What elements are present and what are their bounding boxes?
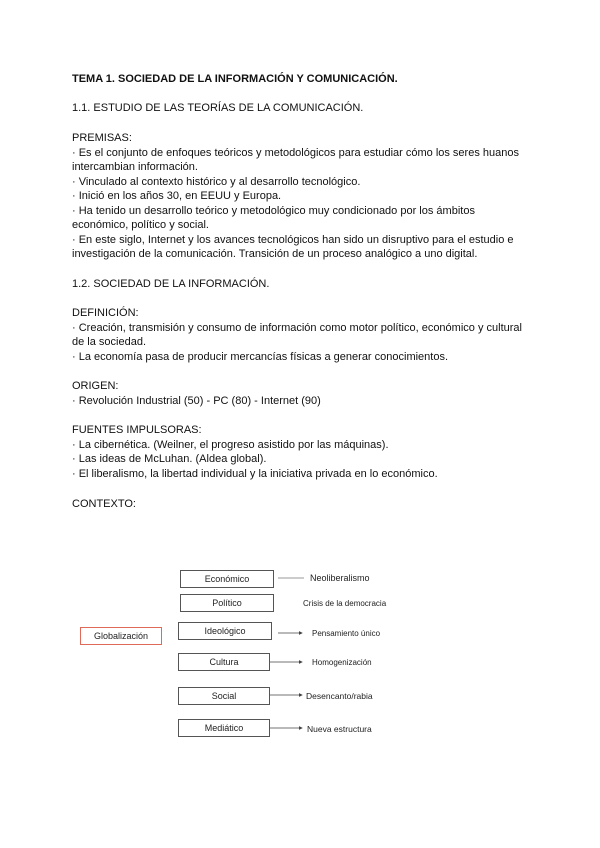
premisas-line: · En este siglo, Internet y los avances tecnológicos han sido un disruptivo para el estudio e — [72, 234, 514, 246]
diagram-box-social: Social — [178, 687, 270, 705]
section-heading-1-1: 1.1. ESTUDIO DE LAS TEORÍAS DE LA COMUNICACIÓN. — [72, 102, 364, 114]
origen-line: · Revolución Industrial (50) - PC (80) - Internet (90) — [72, 395, 321, 407]
fuentes-label: FUENTES IMPULSORAS: — [72, 424, 202, 436]
document-title: TEMA 1. SOCIEDAD DE LA INFORMACIÓN Y COMUNICACIÓN. — [72, 73, 398, 85]
diagram-result-label: Desencanto/rabia — [306, 691, 373, 701]
globalizacion-box: Globalización — [80, 627, 162, 645]
fuentes-line: · Las ideas de McLuhan. (Aldea global). — [72, 453, 267, 465]
diagram-box-mediatico: Mediático — [178, 719, 270, 737]
diagram-result-label: Pensamiento único — [312, 629, 381, 638]
diagram-result-label: Nueva estructura — [307, 724, 372, 734]
section-heading-1-2: 1.2. SOCIEDAD DE LA INFORMACIÓN. — [72, 278, 270, 290]
premisas-label: PREMISAS: — [72, 132, 132, 144]
diagram-box-cultura: Cultura — [178, 653, 270, 671]
diagram-result-label: Homogenización — [312, 658, 372, 667]
definicion-line: · Creación, transmisión y consumo de información como motor político, económico y cultural — [72, 322, 522, 334]
fuentes-line: · El liberalismo, la libertad individual y la iniciativa privada en lo económico. — [72, 468, 438, 480]
premisas-line: · Es el conjunto de enfoques teóricos y metodológicos para estudiar cómo los seres huanos — [72, 147, 519, 159]
diagram-box-politico: Político — [180, 594, 274, 612]
premisas-line: intercambian información. — [72, 161, 198, 173]
contexto-label: CONTEXTO: — [72, 498, 136, 510]
definicion-label: DEFINICIÓN: — [72, 307, 139, 319]
fuentes-line: · La cibernética. (Weilner, el progreso asistido por las máquinas). — [72, 439, 389, 451]
premisas-line: investigación de la comunicación. Transición de un proceso analógico a uno digital. — [72, 248, 478, 260]
diagram-box-economico: Económico — [180, 570, 274, 588]
diagram-result-label: Neoliberalismo — [310, 573, 370, 583]
definicion-line: · La economía pasa de producir mercancías físicas a generar conocimientos. — [72, 351, 449, 363]
premisas-line: · Ha tenido un desarrollo teórico y metodológico muy condicionado por los ámbitos — [72, 205, 475, 217]
definicion-line: de la sociedad. — [72, 336, 146, 348]
premisas-line: · Vinculado al contexto histórico y al desarrollo tecnológico. — [72, 176, 361, 188]
premisas-line: económico, político y social. — [72, 219, 209, 231]
origen-label: ORIGEN: — [72, 380, 119, 392]
diagram-box-ideologico: Ideológico — [178, 622, 272, 640]
diagram-result-label: Crisis de la democracia — [303, 599, 387, 608]
premisas-line: · Inició en los años 30, en EEUU y Europa. — [72, 190, 282, 202]
